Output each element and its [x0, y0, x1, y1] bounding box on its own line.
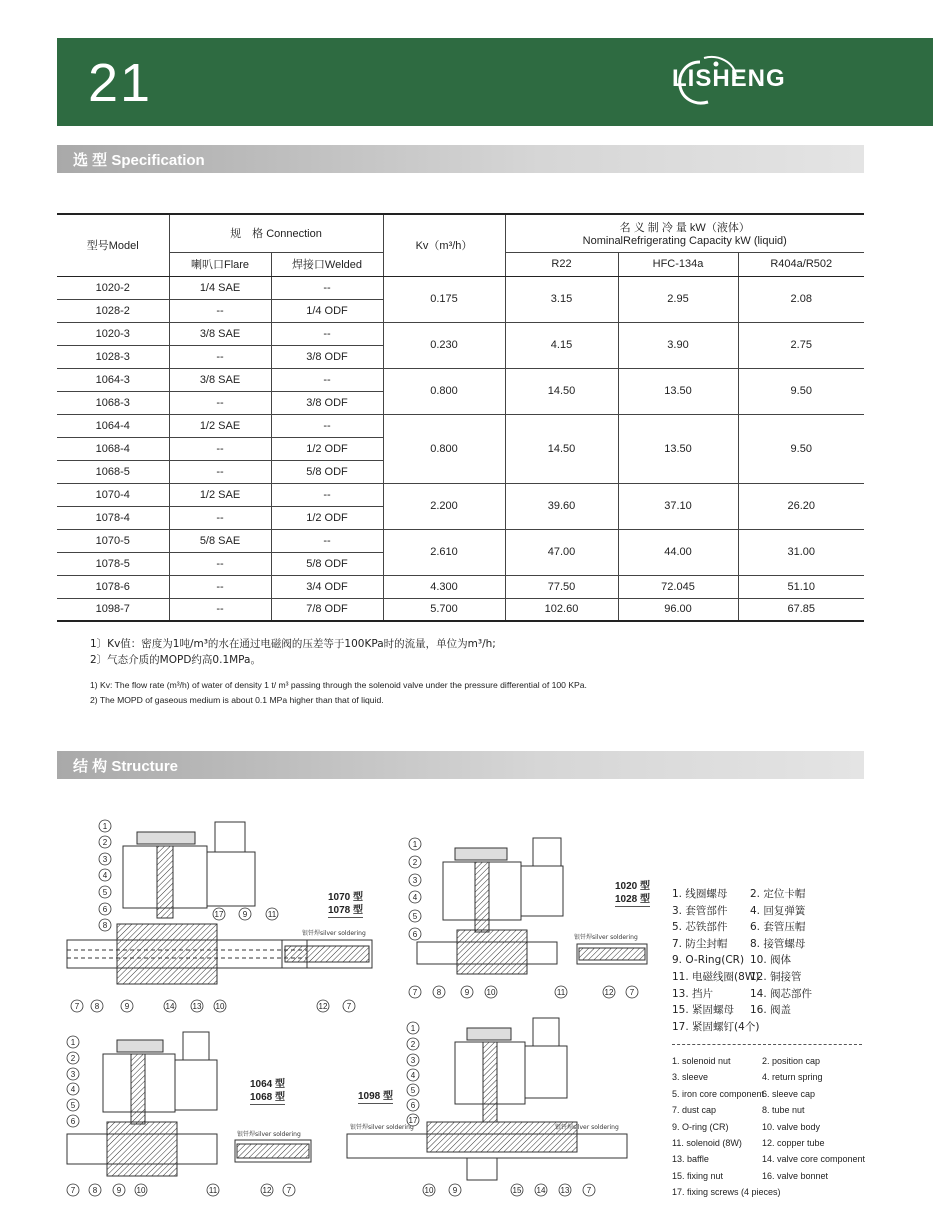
table-row	[57, 483, 864, 506]
cell-flare: --	[169, 345, 271, 368]
cell-model: 1068-3	[57, 391, 169, 414]
specification-table-body	[57, 276, 864, 621]
brand-name: LISHENG	[672, 65, 786, 92]
structure-section-bar	[57, 751, 864, 779]
svg-text:8: 8	[102, 921, 108, 930]
legend-item: 2. position cap	[762, 1056, 821, 1066]
legend-item: 17. 紧固螺钉(4个)	[672, 1020, 760, 1033]
cell-welded: 1/2 ODF	[271, 437, 383, 460]
svg-text:8: 8	[436, 988, 442, 997]
svg-text:14: 14	[165, 1002, 175, 1011]
header-capacity-cn: 名 义 制 冷 量 kW（液体）	[619, 222, 750, 235]
cell-r22: 47.00	[505, 529, 618, 575]
legend-row	[672, 1184, 865, 1200]
svg-text:10: 10	[215, 1002, 225, 1011]
svg-text:11: 11	[208, 1186, 218, 1195]
svg-text:3: 3	[102, 855, 108, 864]
svg-text:3: 3	[410, 1056, 416, 1065]
legend-row	[672, 1151, 865, 1167]
svg-text:17: 17	[408, 1116, 418, 1125]
cell-hfc: 96.00	[618, 598, 738, 621]
cell-r404: 2.75	[738, 322, 864, 368]
svg-text:9: 9	[452, 1186, 458, 1195]
cell-r404: 9.50	[738, 368, 864, 414]
cell-hfc: 2.95	[618, 276, 738, 322]
svg-text:9: 9	[242, 910, 248, 919]
legend-item: 1. 线圈螺母	[672, 888, 728, 900]
svg-text:2: 2	[410, 1040, 416, 1049]
tag-1020: 1020 型 1028 型	[615, 881, 651, 905]
cell-r22: 14.50	[505, 368, 618, 414]
svg-text:1: 1	[102, 822, 108, 831]
cell-model: 1098-7	[57, 598, 169, 621]
cell-kv: 2.610	[383, 529, 505, 575]
note-en-1: 1) Kv: The flow rate (m³/h) of water of density 1 t/ m³ passing through the solenoid valve under the pressure differential of 100 KPa.	[90, 680, 587, 690]
svg-text:2: 2	[102, 838, 108, 847]
legend-item: 14. 阀芯部件	[750, 987, 813, 1000]
legend-row	[672, 903, 812, 920]
cell-flare: 3/8 SAE	[169, 368, 271, 391]
cell-r404: 26.20	[738, 483, 864, 529]
cell-hfc: 3.90	[618, 322, 738, 368]
legend-row	[672, 886, 812, 903]
header-capacity	[505, 214, 864, 252]
header-hfc134a: HFC-134a	[618, 252, 738, 276]
svg-text:7: 7	[70, 1186, 76, 1195]
cell-model: 1078-4	[57, 506, 169, 529]
legend-item: 11. 电磁线圈(8W)	[672, 970, 760, 983]
legend-item: 11. solenoid (8W)	[672, 1138, 742, 1149]
valve-structure-drawings	[57, 812, 657, 1207]
cell-hfc: 13.50	[618, 368, 738, 414]
svg-text:6: 6	[410, 1101, 416, 1110]
cell-kv: 4.300	[383, 575, 505, 598]
cell-hfc: 13.50	[618, 414, 738, 483]
svg-text:2: 2	[412, 858, 418, 867]
svg-text:7: 7	[586, 1186, 592, 1195]
solder-label-1: 银钎焊silver soldering	[302, 930, 366, 937]
svg-text:15: 15	[512, 1186, 522, 1195]
legend-item: 7. 防尘封帽	[672, 937, 728, 950]
header-r404a: R404a/R502	[738, 252, 864, 276]
header-model: 型号Model	[57, 214, 169, 276]
legend-item: 2. 定位卡帽	[750, 888, 806, 900]
legend-item: 4. return spring	[762, 1072, 823, 1083]
cell-flare: 5/8 SAE	[169, 529, 271, 552]
svg-text:8: 8	[94, 1002, 100, 1011]
cell-welded: 5/8 ODF	[271, 552, 383, 575]
svg-text:2: 2	[70, 1054, 76, 1063]
table-row	[57, 575, 864, 598]
svg-text:4: 4	[412, 893, 418, 902]
legend-item: 3. sleeve	[672, 1072, 709, 1083]
cell-flare: --	[169, 460, 271, 483]
svg-text:6: 6	[70, 1117, 76, 1126]
legend-row	[672, 1069, 865, 1085]
legend-item: 7. dust cap	[672, 1105, 717, 1116]
table-row	[57, 529, 864, 552]
cell-r404: 67.85	[738, 598, 864, 621]
svg-text:12: 12	[604, 988, 614, 997]
cell-hfc: 44.00	[618, 529, 738, 575]
svg-text:10: 10	[136, 1186, 146, 1195]
cell-model: 1070-4	[57, 483, 169, 506]
legend-item: 10. valve body	[762, 1121, 821, 1132]
svg-text:3: 3	[70, 1070, 76, 1079]
cell-kv: 5.700	[383, 598, 505, 621]
cell-model: 1020-3	[57, 322, 169, 345]
svg-text:10: 10	[486, 988, 496, 997]
cell-r22: 14.50	[505, 414, 618, 483]
legend-row	[672, 1135, 865, 1151]
legend-item: 9. O-Ring(CR)	[672, 954, 745, 967]
header-welded: 焊接口Welded	[271, 252, 383, 276]
svg-text:1: 1	[410, 1024, 416, 1033]
legend-item: 16. 阀盖	[750, 1004, 792, 1017]
cell-kv: 0.800	[383, 414, 505, 483]
legend-item: 13. baffle	[672, 1154, 709, 1165]
svg-text:7: 7	[629, 988, 635, 997]
svg-text:14: 14	[536, 1186, 546, 1195]
cell-model: 1078-5	[57, 552, 169, 575]
legend-item: 14. valve core component	[762, 1154, 866, 1165]
svg-text:9: 9	[124, 1002, 130, 1011]
cell-r22: 102.60	[505, 598, 618, 621]
solder-label-2: 银钎焊silver soldering	[574, 934, 638, 941]
cell-flare: 1/2 SAE	[169, 414, 271, 437]
legend-row	[672, 936, 812, 953]
svg-text:9: 9	[116, 1186, 122, 1195]
cell-welded: --	[271, 529, 383, 552]
cell-flare: --	[169, 552, 271, 575]
legend-item: 6. sleeve cap	[762, 1088, 816, 1099]
cell-r404: 2.08	[738, 276, 864, 322]
legend-item: 9. O-ring (CR)	[672, 1121, 729, 1132]
svg-text:12: 12	[262, 1186, 272, 1195]
cell-flare: --	[169, 391, 271, 414]
header-kv: Kv（m³/h）	[383, 214, 505, 276]
svg-text:3: 3	[412, 876, 418, 885]
cell-flare: --	[169, 506, 271, 529]
table-row	[57, 414, 864, 437]
svg-text:12: 12	[318, 1002, 328, 1011]
legend-item: 17. fixing screws (4 pieces)	[672, 1187, 781, 1198]
cell-welded: 3/8 ODF	[271, 345, 383, 368]
cell-flare: --	[169, 575, 271, 598]
legend-item: 15. fixing nut	[672, 1170, 724, 1181]
solder-label-5: 银钎焊silver soldering	[555, 1124, 619, 1131]
legend-row	[672, 1019, 812, 1036]
svg-text:6: 6	[412, 930, 418, 939]
cell-kv: 0.175	[383, 276, 505, 322]
svg-text:4: 4	[410, 1071, 416, 1080]
legend-item: 12. 铜接管	[750, 970, 802, 983]
legend-row	[672, 969, 812, 986]
svg-text:10: 10	[424, 1186, 434, 1195]
cell-welded: 3/8 ODF	[271, 391, 383, 414]
svg-text:13: 13	[560, 1186, 570, 1195]
cell-model: 1028-2	[57, 299, 169, 322]
solder-label-3: 银钎焊silver soldering	[237, 1131, 301, 1138]
structure-title: 结 构 Structure	[73, 758, 179, 775]
svg-text:5: 5	[70, 1101, 76, 1110]
svg-text:9: 9	[464, 988, 470, 997]
brand-logo	[672, 54, 812, 116]
cell-model: 1070-5	[57, 529, 169, 552]
svg-text:1: 1	[412, 840, 418, 849]
tag-1064: 1064 型 1068 型	[250, 1079, 286, 1103]
specification-title: 选 型 Specification	[73, 152, 205, 169]
table-row	[57, 368, 864, 391]
svg-text:1: 1	[70, 1038, 76, 1047]
svg-text:4: 4	[70, 1085, 76, 1094]
cell-flare: 3/8 SAE	[169, 322, 271, 345]
table-row	[57, 322, 864, 345]
cell-model: 1078-6	[57, 575, 169, 598]
legend-divider	[672, 1044, 862, 1045]
legend-item: 6. 套管压帽	[750, 921, 806, 934]
cell-welded: 5/8 ODF	[271, 460, 383, 483]
svg-text:5: 5	[412, 912, 418, 921]
svg-text:17: 17	[214, 910, 224, 919]
table-row	[57, 598, 864, 621]
legend-item: 1. solenoid nut	[672, 1056, 731, 1066]
parts-legend-chinese	[672, 886, 812, 1035]
svg-text:7: 7	[346, 1002, 352, 1011]
cell-model: 1028-3	[57, 345, 169, 368]
cell-r404: 51.10	[738, 575, 864, 598]
cell-welded: --	[271, 368, 383, 391]
cell-welded: 7/8 ODF	[271, 598, 383, 621]
svg-text:8: 8	[92, 1186, 98, 1195]
legend-row	[672, 986, 812, 1003]
svg-text:5: 5	[410, 1086, 416, 1095]
notes-english	[90, 678, 587, 708]
legend-row	[672, 1086, 865, 1102]
svg-text:5: 5	[102, 888, 108, 897]
cell-model: 1068-5	[57, 460, 169, 483]
notes-chinese	[90, 636, 496, 668]
specification-table	[57, 213, 864, 622]
header-flare: 喇叭口Flare	[169, 252, 271, 276]
cell-kv: 0.800	[383, 368, 505, 414]
cell-r404: 31.00	[738, 529, 864, 575]
legend-item: 5. 芯铁部件	[672, 921, 728, 934]
cell-welded: --	[271, 414, 383, 437]
valve-drawing-1070	[67, 822, 372, 984]
cell-r22: 39.60	[505, 483, 618, 529]
cell-r404: 9.50	[738, 414, 864, 483]
legend-item: 8. 接管螺母	[750, 937, 806, 950]
legend-item: 10. 阀体	[750, 954, 792, 967]
svg-text:13: 13	[192, 1002, 202, 1011]
cell-model: 1064-3	[57, 368, 169, 391]
legend-row	[672, 1102, 865, 1118]
legend-row	[672, 1168, 865, 1184]
header-connection: 规 格 Connection	[169, 214, 383, 252]
legend-row	[672, 1119, 865, 1135]
note-cn-1: 1〕Kv值：密度为1吨/m³的水在通过电磁阀的压差等于100KPa时的流量，单位为m³/h;	[90, 638, 496, 650]
svg-text:6: 6	[102, 905, 108, 914]
tag-1098: 1098 型	[358, 1091, 394, 1102]
solder-label-4: 银钎焊silver soldering	[350, 1124, 414, 1131]
legend-item: 5. iron core component	[672, 1088, 765, 1099]
legend-item: 4. 回复弹簧	[750, 904, 806, 917]
cell-r22: 4.15	[505, 322, 618, 368]
cell-welded: --	[271, 322, 383, 345]
cell-welded: 1/4 ODF	[271, 299, 383, 322]
cell-flare: --	[169, 598, 271, 621]
valve-drawing-1020	[417, 838, 647, 974]
cell-model: 1064-4	[57, 414, 169, 437]
cell-r22: 77.50	[505, 575, 618, 598]
cell-flare: 1/2 SAE	[169, 483, 271, 506]
cell-welded: --	[271, 483, 383, 506]
cell-model: 1020-2	[57, 276, 169, 299]
table-row	[57, 276, 864, 299]
specification-section-bar	[57, 145, 864, 173]
svg-text:7: 7	[286, 1186, 292, 1195]
svg-text:7: 7	[74, 1002, 80, 1011]
legend-item: 13. 挡片	[672, 987, 714, 1000]
cell-model: 1068-4	[57, 437, 169, 460]
cell-hfc: 72.045	[618, 575, 738, 598]
legend-row	[672, 1002, 812, 1019]
parts-legend-english	[672, 1053, 865, 1201]
svg-text:7: 7	[412, 988, 418, 997]
legend-row	[672, 952, 812, 969]
note-cn-2: 2〕气态介质的MOPD约高0.1MPa。	[90, 654, 261, 666]
cell-flare: 1/4 SAE	[169, 276, 271, 299]
header-r22: R22	[505, 252, 618, 276]
cell-welded: 1/2 ODF	[271, 506, 383, 529]
page-number: 21	[88, 53, 153, 113]
cell-welded: --	[271, 276, 383, 299]
svg-text:11: 11	[267, 910, 277, 919]
legend-item: 3. 套管部件	[672, 904, 728, 917]
svg-text:4: 4	[102, 871, 108, 880]
cell-kv: 0.230	[383, 322, 505, 368]
header-capacity-en: NominalRefrigerating Capacity kW (liquid)	[582, 235, 787, 248]
legend-item: 12. copper tube	[762, 1138, 825, 1149]
cell-kv: 2.200	[383, 483, 505, 529]
legend-item: 8. tube nut	[762, 1105, 805, 1116]
cell-welded: 3/4 ODF	[271, 575, 383, 598]
cell-hfc: 37.10	[618, 483, 738, 529]
tag-1070: 1070 型 1078 型	[328, 892, 364, 916]
legend-item: 15. 紧固螺母	[672, 1004, 735, 1017]
note-en-2: 2) The MOPD of gaseous medium is about 0.1 MPa higher than that of liquid.	[90, 695, 384, 705]
cell-flare: --	[169, 437, 271, 460]
legend-item: 16. valve bonnet	[762, 1170, 829, 1181]
cell-r22: 3.15	[505, 276, 618, 322]
svg-text:11: 11	[556, 988, 566, 997]
legend-row	[672, 919, 812, 936]
cell-flare: --	[169, 299, 271, 322]
legend-row	[672, 1053, 865, 1069]
